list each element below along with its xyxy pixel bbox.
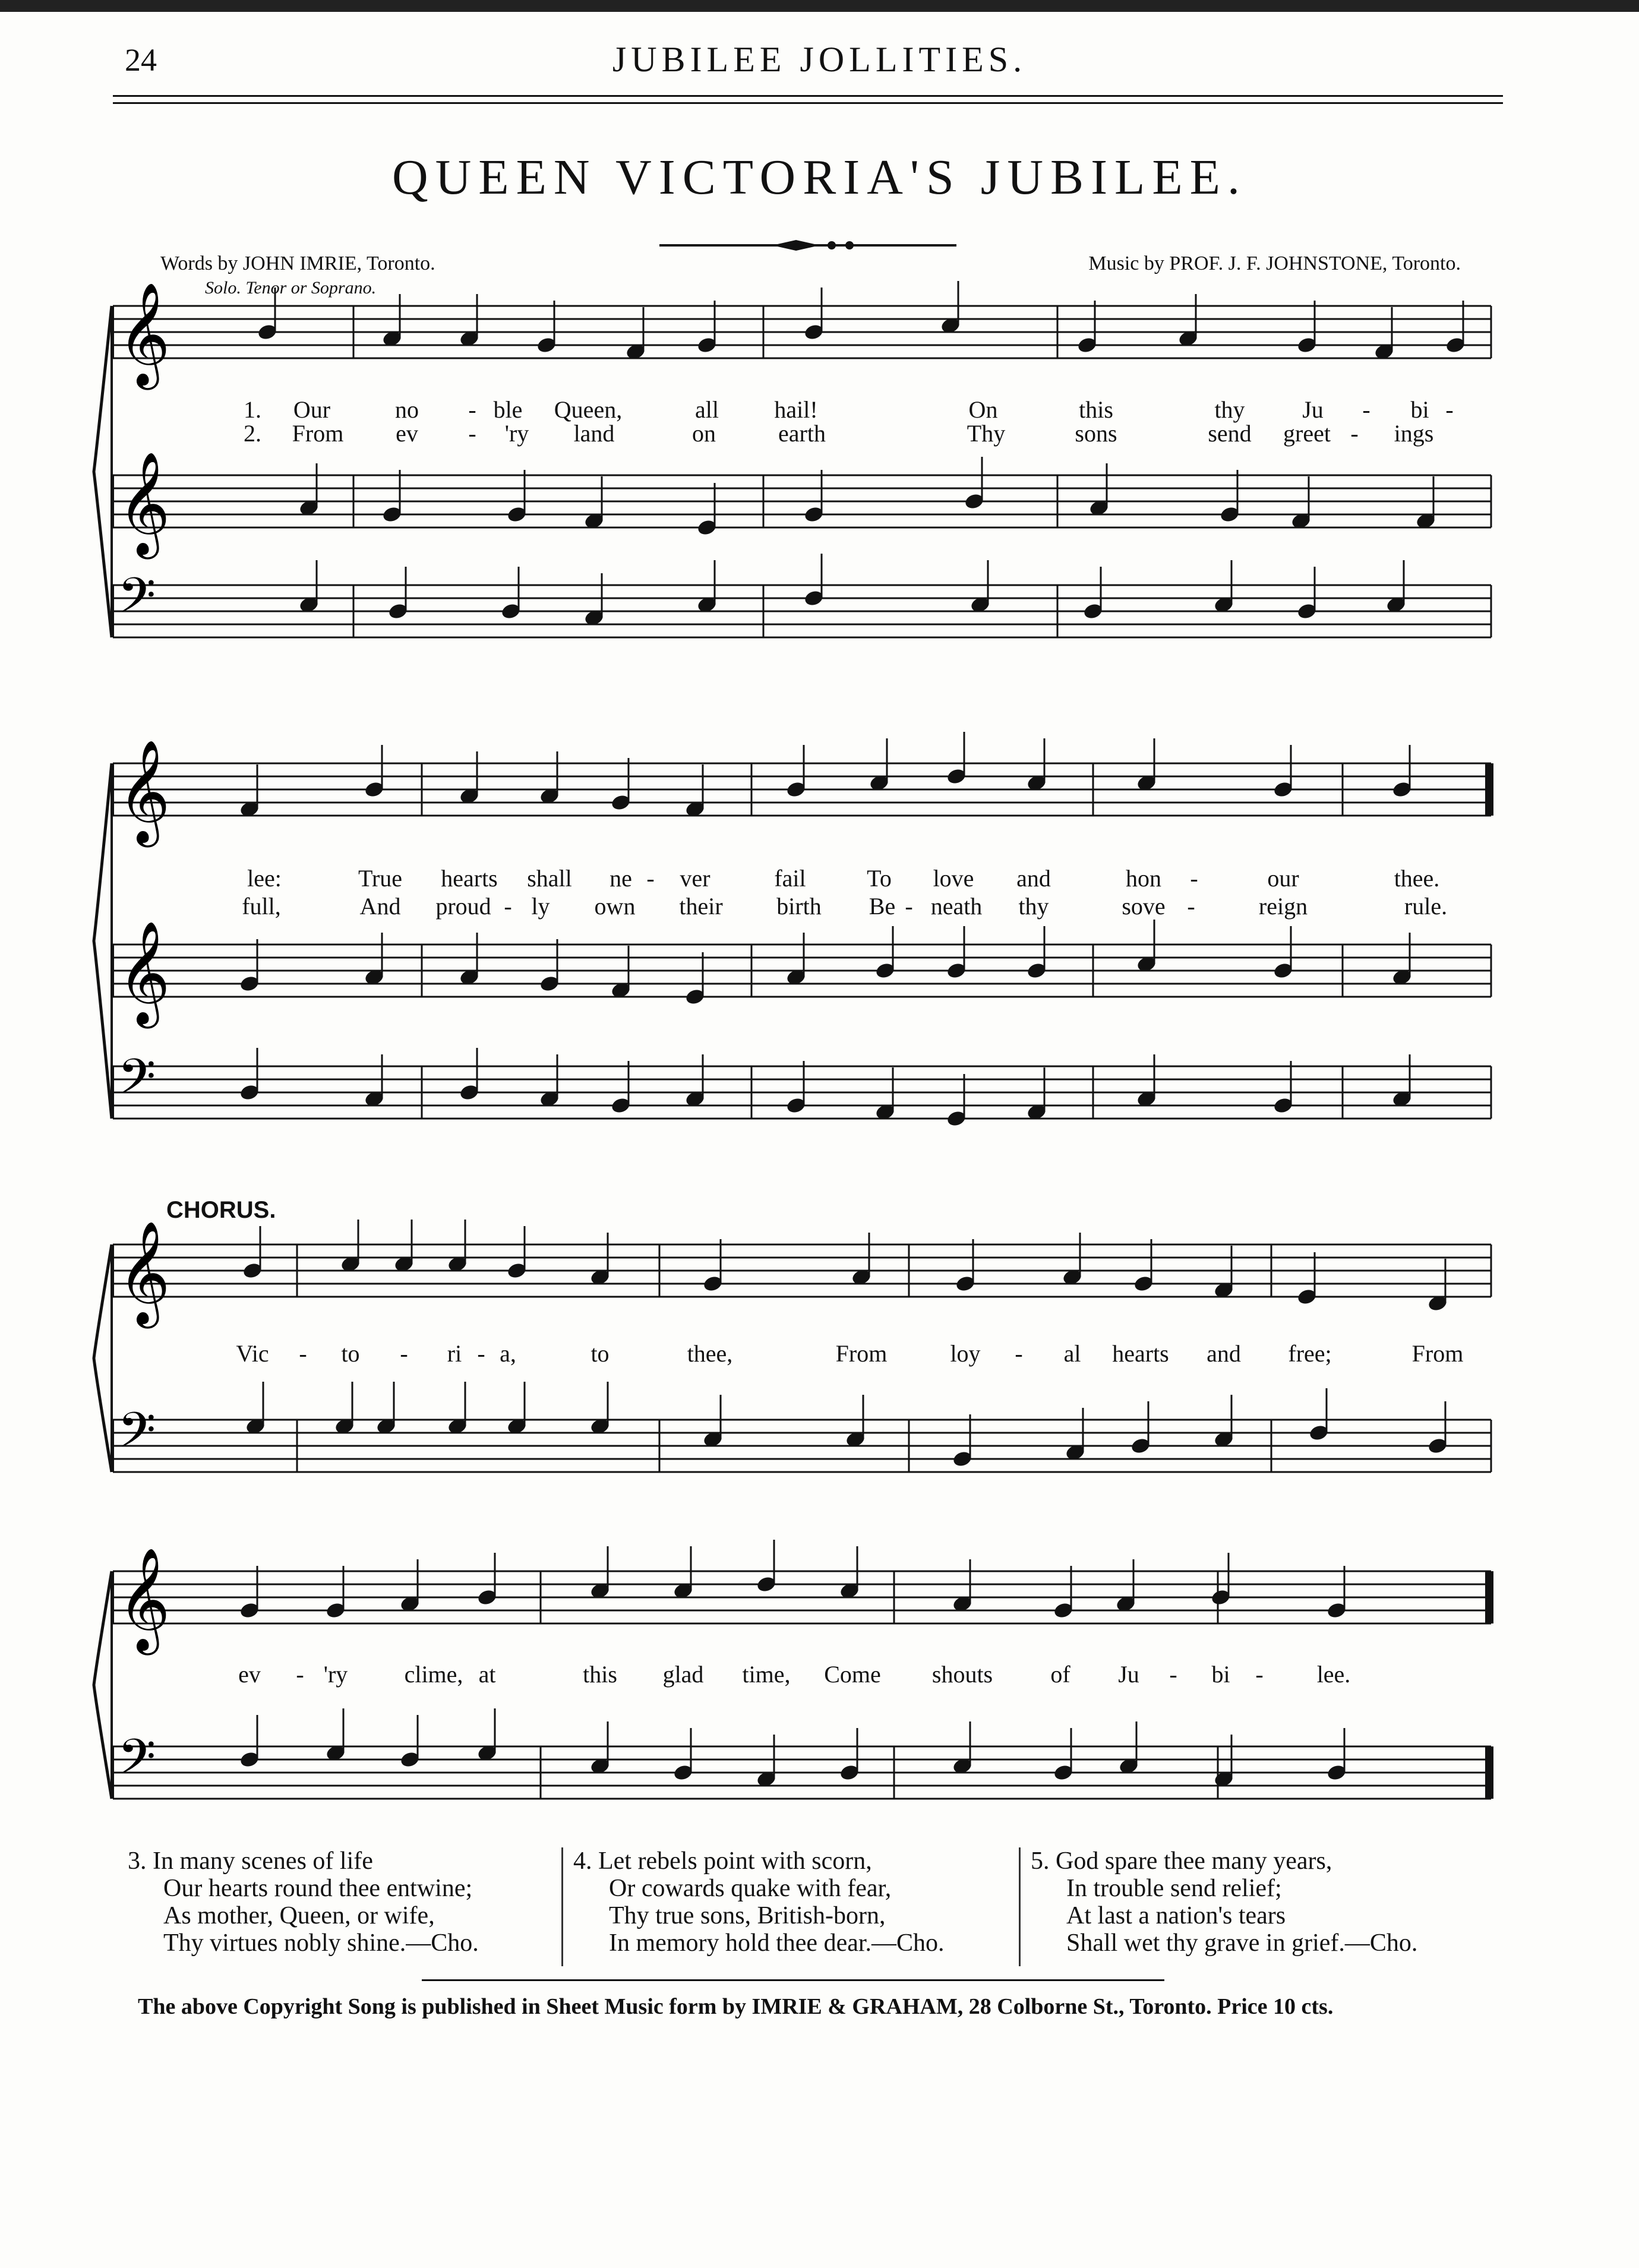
lyric-syllable: - bbox=[1187, 893, 1195, 920]
lyric-syllable: this bbox=[583, 1661, 617, 1688]
lyric-syllable: From bbox=[1411, 1340, 1464, 1367]
lyric-syllable: their bbox=[679, 893, 723, 920]
lyric-syllable: own bbox=[594, 893, 636, 920]
lyric-syllable: ev bbox=[238, 1661, 261, 1688]
lyrics-s2-verse1 bbox=[0, 864, 1639, 894]
bass-clef-icon: 𝄢 bbox=[118, 1728, 156, 1798]
lyric-syllable: lee. bbox=[1316, 1661, 1351, 1688]
lyric-syllable: Come bbox=[824, 1661, 881, 1688]
lyric-syllable: From bbox=[835, 1340, 888, 1367]
lyric-syllable: On bbox=[968, 396, 998, 423]
lyrics-s2-verse2 bbox=[0, 892, 1639, 922]
lyric-syllable: From bbox=[292, 420, 344, 447]
lyric-syllable: Be bbox=[869, 893, 896, 920]
lyric-syllable: ly bbox=[531, 893, 550, 920]
stanza-number: 5. bbox=[1031, 1847, 1050, 1875]
treble-clef-icon: 𝄞 bbox=[118, 282, 170, 386]
lyric-syllable: - bbox=[296, 1661, 304, 1688]
stanza-line: Let rebels point with scorn, bbox=[598, 1847, 872, 1875]
publisher-note: The above Copyright Song is published in Sheet Music form by IMRIE & GRAHAM, 28 Colborne St., Toronto. Price 10 cts. bbox=[138, 1994, 1334, 2019]
lyrics-s4 bbox=[0, 1660, 1639, 1690]
final-barline bbox=[1485, 1571, 1493, 1623]
stanza-line: Thy virtues nobly shine.—Cho. bbox=[163, 1929, 479, 1957]
lyric-syllable: birth bbox=[776, 893, 822, 920]
lyric-syllable: no bbox=[395, 396, 419, 423]
lyric-syllable: - bbox=[477, 1340, 485, 1367]
lyric-syllable: to bbox=[590, 1340, 610, 1367]
lyric-syllable: lee: bbox=[247, 865, 282, 892]
lyric-syllable: Vic bbox=[236, 1340, 269, 1367]
words-credit: Words by JOHN IMRIE, Toronto. bbox=[160, 252, 435, 274]
lyric-syllable: love bbox=[933, 865, 974, 892]
lyric-syllable: a, bbox=[500, 1340, 516, 1367]
stanza-separator bbox=[561, 1847, 563, 1966]
lyric-syllable: clime, bbox=[404, 1661, 463, 1688]
lyric-syllable: at bbox=[478, 1661, 496, 1688]
lyric-syllable: land bbox=[573, 420, 615, 447]
lyric-syllable: reign bbox=[1258, 893, 1308, 920]
lyric-syllable: ble bbox=[493, 396, 523, 423]
stanza-line: As mother, Queen, or wife, bbox=[163, 1902, 435, 1929]
lyric-syllable: bi bbox=[1410, 396, 1429, 423]
lyric-syllable: hail! bbox=[774, 396, 818, 423]
lyric-syllable: sove bbox=[1122, 893, 1166, 920]
lyrics-s3-chorus bbox=[0, 1340, 1639, 1369]
lyric-syllable: hon bbox=[1126, 865, 1161, 892]
lyric-syllable: shall bbox=[527, 865, 572, 892]
lyric-syllable: on bbox=[692, 420, 716, 447]
footer-rule bbox=[422, 1979, 1164, 1981]
system-brace bbox=[94, 763, 112, 1119]
lyric-syllable: - bbox=[1169, 1661, 1177, 1688]
lyric-syllable: - bbox=[1445, 396, 1454, 423]
lyric-syllable: all bbox=[695, 396, 719, 423]
lyric-syllable: And bbox=[359, 893, 401, 920]
stanza-line: At last a nation's tears bbox=[1066, 1902, 1286, 1929]
stanza-5 bbox=[1031, 1847, 1417, 1957]
lyric-syllable: proud bbox=[435, 893, 491, 920]
song-title: QUEEN VICTORIA'S JUBILEE. bbox=[391, 150, 1247, 205]
lyric-syllable: Our bbox=[293, 396, 331, 423]
stanza-number: 4. bbox=[573, 1847, 592, 1875]
stanza-line: Thy true sons, British-born, bbox=[609, 1902, 886, 1929]
verse2-number: 2. bbox=[244, 420, 261, 447]
stanza-3 bbox=[128, 1847, 479, 1957]
stanza-line: God spare thee many years, bbox=[1056, 1847, 1332, 1875]
lyrics-s1-verse2 bbox=[0, 419, 1639, 449]
lyric-syllable: True bbox=[358, 865, 403, 892]
treble-clef-icon: 𝄞 bbox=[118, 740, 170, 843]
bass-clef-icon: 𝄢 bbox=[118, 567, 156, 636]
verse1-number: 1. bbox=[244, 396, 261, 423]
lyric-syllable: - bbox=[504, 893, 512, 920]
chorus-label: CHORUS. bbox=[166, 1197, 276, 1223]
lyric-syllable: - bbox=[1190, 865, 1198, 892]
lyric-syllable: to bbox=[341, 1340, 360, 1367]
lyric-syllable: ings bbox=[1394, 420, 1434, 447]
lyric-syllable: - bbox=[905, 893, 913, 920]
lyric-syllable: and bbox=[1207, 1340, 1241, 1367]
lyric-syllable: send bbox=[1208, 420, 1252, 447]
bass-clef-icon: 𝄢 bbox=[118, 1048, 156, 1117]
lyric-syllable: - bbox=[299, 1340, 307, 1367]
lyric-syllable: full, bbox=[242, 893, 281, 920]
lyric-syllable: rule. bbox=[1404, 893, 1448, 920]
treble-clef-icon: 𝄞 bbox=[118, 1547, 170, 1651]
lyric-syllable: - bbox=[468, 420, 476, 447]
stanza-separator bbox=[1019, 1847, 1021, 1966]
stanza-4 bbox=[573, 1847, 945, 1957]
lyric-syllable: of bbox=[1050, 1661, 1070, 1688]
lyric-syllable: sons bbox=[1075, 420, 1117, 447]
page-number: 24 bbox=[125, 42, 157, 78]
lyric-syllable: glad bbox=[662, 1661, 704, 1688]
stanza-line: In many scenes of life bbox=[153, 1847, 373, 1875]
lyric-syllable: and bbox=[1016, 865, 1051, 892]
lyric-syllable: ri bbox=[447, 1340, 462, 1367]
lyric-syllable: - bbox=[646, 865, 655, 892]
lyric-syllable: thee. bbox=[1394, 865, 1440, 892]
lyric-syllable: earth bbox=[778, 420, 826, 447]
lyric-syllable: bi bbox=[1211, 1661, 1230, 1688]
bass-clef-icon: 𝄢 bbox=[118, 1401, 156, 1471]
system-brace bbox=[94, 306, 112, 637]
final-barline bbox=[1485, 763, 1493, 816]
lyric-syllable: - bbox=[400, 1340, 408, 1367]
stanza-line: In memory hold thee dear.—Cho. bbox=[609, 1929, 945, 1957]
treble-clef-icon: 𝄞 bbox=[118, 451, 170, 555]
lyric-syllable: thee, bbox=[687, 1340, 733, 1367]
stanza-line: Shall wet thy grave in grief.—Cho. bbox=[1066, 1929, 1418, 1957]
lyric-syllable: free; bbox=[1288, 1340, 1332, 1367]
stanza-line: Or cowards quake with fear, bbox=[609, 1875, 892, 1902]
stanza-line: Our hearts round thee entwine; bbox=[163, 1875, 473, 1902]
lyric-syllable: our bbox=[1267, 865, 1299, 892]
voice-note: Solo. Tenor or Soprano. bbox=[205, 278, 377, 298]
lyric-syllable: loy bbox=[950, 1340, 981, 1367]
lyric-syllable: - bbox=[468, 396, 476, 423]
lyric-syllable: fail bbox=[774, 865, 806, 892]
lyric-syllable: To bbox=[867, 865, 892, 892]
lyric-syllable: 'ry bbox=[504, 420, 529, 447]
lyric-syllable: thy bbox=[1018, 893, 1049, 920]
lyric-syllable: greet bbox=[1283, 420, 1331, 447]
lyric-syllable: hearts bbox=[441, 865, 498, 892]
lyric-syllable: shouts bbox=[931, 1661, 993, 1688]
lyric-syllable: thy bbox=[1214, 396, 1245, 423]
lyric-syllable: Ju bbox=[1118, 1661, 1139, 1688]
lyric-syllable: Ju bbox=[1302, 396, 1324, 423]
lyric-syllable: - bbox=[1255, 1661, 1264, 1688]
lyric-syllable: Queen, bbox=[554, 396, 623, 423]
lyric-syllable: ne bbox=[610, 865, 632, 892]
music-credit: Music by PROF. J. F. JOHNSTONE, Toronto. bbox=[1088, 252, 1461, 274]
lyric-syllable: Thy bbox=[967, 420, 1006, 447]
stanza-line: In trouble send relief; bbox=[1066, 1875, 1282, 1902]
lyric-syllable: this bbox=[1079, 396, 1113, 423]
lyric-syllable: ev bbox=[396, 420, 418, 447]
lyric-syllable: - bbox=[1350, 420, 1359, 447]
lyric-syllable: - bbox=[1015, 1340, 1023, 1367]
treble-clef-icon: 𝄞 bbox=[118, 1221, 170, 1324]
lyric-syllable: al bbox=[1063, 1340, 1081, 1367]
running-title: JUBILEE JOLLITIES. bbox=[612, 40, 1027, 79]
lyric-syllable: - bbox=[1362, 396, 1370, 423]
lyric-syllable: hearts bbox=[1112, 1340, 1169, 1367]
stanza-number: 3. bbox=[128, 1847, 147, 1875]
lyric-syllable: ver bbox=[680, 865, 710, 892]
lyric-syllable: time, bbox=[742, 1661, 791, 1688]
final-barline bbox=[1485, 1746, 1493, 1799]
lyric-syllable: neath bbox=[930, 893, 983, 920]
lyric-syllable: 'ry bbox=[323, 1661, 348, 1688]
treble-clef-icon: 𝄞 bbox=[118, 921, 170, 1024]
